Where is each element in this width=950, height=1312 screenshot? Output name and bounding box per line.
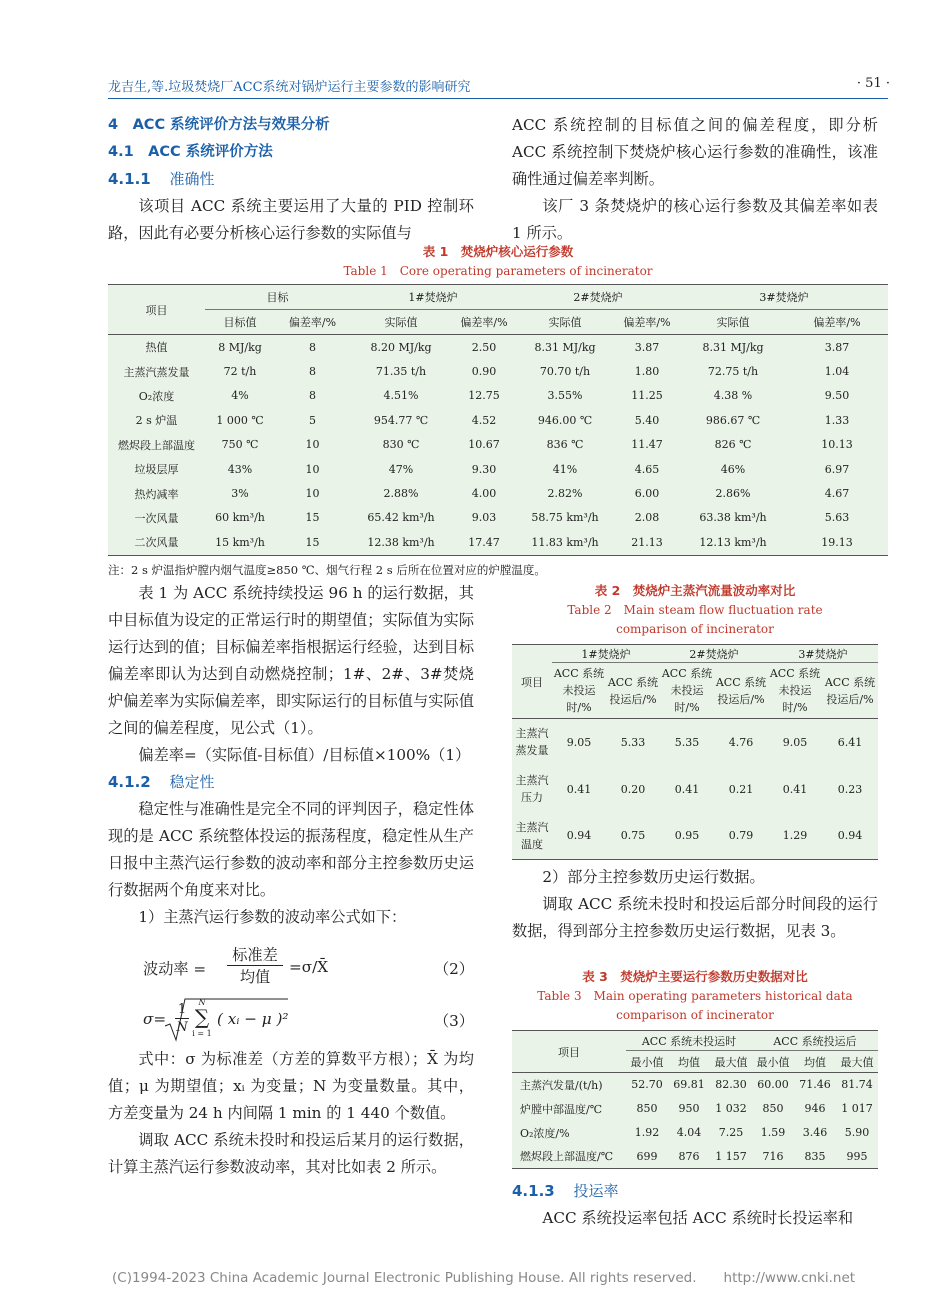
table-1-sub-deviation: 偏差率/%: [623, 316, 671, 329]
formula-3-sum-bottom: i = 1: [192, 1029, 212, 1038]
table-cell: 750 ℃: [221, 438, 259, 452]
table-cell: 0.90: [471, 365, 497, 379]
section-4-1-2-heading: [108, 769, 474, 796]
table-cell: 9.05: [566, 735, 592, 749]
table-cell: 4.51%: [383, 389, 419, 403]
table-row: [512, 1121, 878, 1145]
table-cell: 9.05: [782, 735, 808, 749]
table-row: [512, 1145, 878, 1169]
table-cell: 950: [678, 1102, 700, 1115]
table-cell: 10.67: [468, 438, 500, 452]
table-cell: 70.70 t/h: [539, 365, 591, 379]
table-cell: 6.00: [634, 487, 660, 501]
table-cell: 1 157: [715, 1149, 747, 1163]
table-1-sub-deviation: 偏差率/%: [460, 316, 508, 329]
table-3: [512, 1030, 878, 1169]
table-cell: 12.38 km³/h: [367, 535, 435, 549]
table-cell: 4%: [231, 389, 249, 403]
table-row: [512, 719, 878, 766]
table-cell: 7.25: [718, 1126, 744, 1139]
section-4-1-heading: 4.1 ACC 系统评价方法: [108, 144, 273, 160]
page-number: · 51 ·: [856, 76, 890, 91]
table-cell: 0.41: [566, 782, 592, 796]
table-cell: 4.52: [471, 413, 497, 427]
table-cell: 986.67 ℃: [705, 413, 761, 427]
table-cell: 5.35: [674, 735, 700, 749]
table-1-body: [108, 335, 888, 556]
table-cell: 12.13 km³/h: [699, 535, 767, 549]
table-cell: 2.86%: [715, 487, 751, 501]
table-cell: 72.75 t/h: [707, 365, 759, 379]
table-cell: 4.00: [471, 487, 497, 501]
table-3-header-item: 项目: [558, 1045, 580, 1059]
table-2-caption-cn: 表 2 焚烧炉主蒸汽流量波动率对比: [594, 583, 796, 598]
table-cell: 0.94: [566, 829, 592, 843]
table-3-sub-mean: 均值: [804, 1055, 826, 1069]
table-cell: 11.47: [631, 438, 663, 452]
table-row-label: 主蒸汽温度: [515, 820, 549, 851]
table-cell: 5.40: [634, 413, 660, 427]
table-row: [108, 359, 888, 383]
table-2-sub-after: ACC 系统投运后/%: [824, 675, 876, 706]
table-cell: 15 km³/h: [215, 535, 265, 549]
table-cell: 3.87: [824, 340, 850, 354]
table-cell: 1 032: [715, 1102, 747, 1115]
table-2-header-item: 项目: [521, 675, 543, 689]
table-row: [108, 433, 888, 457]
table-cell: 8 MJ/kg: [218, 340, 262, 354]
table-cell: 1.92: [634, 1126, 660, 1139]
table-cell: 1 017: [841, 1102, 873, 1115]
table-cell: 995: [846, 1149, 868, 1163]
table-row-label: 二次风量: [134, 536, 179, 550]
table-2: [512, 644, 878, 860]
table-cell: 6.97: [824, 462, 850, 476]
table-cell: 71.35 t/h: [375, 365, 427, 379]
table-3-caption-en-2: comparison of incinerator: [616, 1008, 774, 1022]
table-cell: 1.29: [782, 829, 808, 843]
table-cell: 8.31 MJ/kg: [702, 340, 764, 354]
table-1-header-item: 项目: [145, 303, 168, 317]
table-row: [108, 481, 888, 505]
table-row-label: 主蒸汽蒸发量: [515, 727, 549, 758]
table-row-label: 2 s 炉温: [135, 414, 178, 428]
table-cell: 6.41: [837, 735, 863, 749]
table-2-sub-before: ACC 系统未投运时/%: [769, 667, 821, 714]
table-cell: 3.55%: [547, 389, 583, 403]
table-row-label: 一次风量: [134, 511, 179, 525]
formula-3-sum-top: N: [198, 998, 206, 1007]
table-cell: 8: [309, 340, 316, 354]
table-row-label: 主蒸汽蒸发量: [123, 365, 190, 379]
table-2-sub-after: ACC 系统投运后/%: [715, 675, 767, 706]
table-cell: 69.81: [673, 1078, 705, 1092]
table-cell: 4.04: [676, 1126, 702, 1139]
table-row-label: 炉膛中部温度/℃: [520, 1102, 603, 1116]
table-cell: 835: [804, 1149, 826, 1163]
table-cell: 2.08: [634, 511, 660, 525]
section-4-1-1-title: 准确性: [169, 170, 215, 188]
table-row: [512, 1097, 878, 1121]
table-cell: 11.83 km³/h: [531, 535, 599, 549]
table-cell: 11.25: [631, 389, 663, 403]
table-cell: 21.13: [631, 535, 663, 549]
table-cell: 10: [305, 438, 320, 452]
table-cell: 0.23: [837, 782, 863, 796]
section-4-1-1-number: 4.1.1: [108, 170, 151, 188]
table-cell: 5.63: [824, 511, 850, 525]
table-cell: 1.80: [634, 365, 660, 379]
table-cell: 4.38 %: [713, 389, 753, 403]
table-1-sub-target-value: 目标值: [223, 316, 257, 329]
table-cell: 12.75: [468, 389, 500, 403]
section-4-1-1-heading: [108, 166, 474, 193]
table-cell: 1.04: [824, 365, 850, 379]
table-cell: 699: [636, 1149, 658, 1163]
formula-3-lhs: σ=: [143, 1010, 167, 1028]
table-row-label: 主蒸汽发量/(t/h): [520, 1078, 603, 1092]
table-1-caption-cn: 表 1 焚烧炉核心运行参数: [422, 244, 574, 259]
table-cell: 2.82%: [547, 487, 583, 501]
formula-3-tag: （3）: [433, 1012, 474, 1030]
table-3-sub-mean: 均值: [678, 1055, 700, 1069]
table-cell: 4.67: [824, 487, 850, 501]
table-1-group-3: 3#焚烧炉: [680, 285, 888, 310]
table-cell: 2.88%: [383, 487, 419, 501]
formula-3-body: ( xᵢ − μ )²: [217, 1010, 289, 1028]
table-cell: 3.87: [634, 340, 660, 354]
table-2-group-1: 1#焚烧炉: [552, 645, 660, 663]
paragraph: ACC 系统投运率包括 ACC 系统时长投运率和: [542, 1209, 854, 1227]
formula-2-denominator: 均值: [239, 968, 271, 986]
formula-2-numerator: 标准差: [227, 945, 283, 966]
table-2-body: [512, 719, 878, 860]
table-cell: 60.00: [757, 1078, 789, 1092]
paragraph: 稳定性与准确性是完全不同的评判因子，稳定性体现的是 ACC 系统整体投运的振荡程度，稳定性从生产日报中主蒸汽运行参数的波动率和部分主控参数历史运行数据两个角度来对比。: [108, 800, 474, 899]
table-row: [108, 408, 888, 432]
table-cell: 19.13: [821, 535, 853, 549]
table-cell: 8: [309, 389, 316, 403]
table-1-sub-actual: 实际值: [548, 316, 582, 329]
table-row: [108, 457, 888, 481]
table-row: [512, 766, 878, 813]
table-row: [108, 506, 888, 530]
formula-3: [143, 996, 474, 1046]
table-2-group-2: 2#焚烧炉: [660, 645, 768, 663]
table-cell: 52.70: [631, 1078, 663, 1092]
table-3-group-after: ACC 系统投运后: [752, 1031, 878, 1051]
table-3-sub-min: 最小值: [756, 1055, 790, 1069]
table-cell: 5: [309, 413, 316, 427]
table-1-sub-target-deviation: 偏差率/%: [288, 316, 337, 329]
table-row: [512, 1073, 878, 1097]
table-cell: 5.33: [620, 735, 646, 749]
table-cell: 0.79: [728, 829, 754, 843]
header-rule: [108, 98, 888, 99]
table-cell: 830 ℃: [382, 438, 420, 452]
left-top-column: [108, 112, 474, 247]
paragraph: 调取 ACC 系统未投时和投运后某月的运行数据，计算主蒸汽运行参数波动率，其对比如表 2 所示。: [108, 1131, 474, 1176]
paragraph: 该项目 ACC 系统主要运用了大量的 PID 控制环路，因此有必要分析核心运行参数的实际值与: [108, 197, 474, 242]
table-1-sub-actual: 实际值: [716, 316, 750, 329]
table-1-group-target: 目标: [205, 285, 350, 310]
table-cell: 0.41: [674, 782, 700, 796]
table-2-caption-en-2: comparison of incinerator: [616, 622, 774, 636]
table-cell: 4.76: [728, 735, 754, 749]
table-3-sub-max: 最大值: [714, 1055, 748, 1069]
table-1-sub-deviation: 偏差率/%: [813, 316, 861, 329]
paragraph: 该厂 3 条焚烧炉的核心运行参数及其偏差率如表 1 所示。: [512, 197, 878, 242]
section-4-heading: 4 ACC 系统评价方法与效果分析: [108, 117, 330, 133]
table-2-sub-before: ACC 系统未投运时/%: [553, 667, 605, 714]
table-cell: 4.65: [634, 462, 660, 476]
table-cell: 0.95: [674, 829, 700, 843]
table-cell: 946.00 ℃: [537, 413, 593, 427]
table-2-sub-before: ACC 系统未投运时/%: [661, 667, 713, 714]
table-2-group-3: 3#焚烧炉: [768, 645, 878, 663]
formula-1: 偏差率=（实际值-目标值）/目标值×100%（1）: [138, 746, 471, 764]
table-cell: 41%: [552, 462, 578, 476]
table-3-caption-cn: 表 3 焚烧炉主要运行参数历史数据对比: [582, 969, 808, 984]
table-cell: 850: [762, 1102, 784, 1115]
table-cell: 9.03: [471, 511, 497, 525]
paragraph: ACC 系统控制的目标值之间的偏差程度，即分析 ACC 系统控制下焚烧炉核心运行参数的准确性，该准确性通过偏差率判断。: [512, 116, 878, 188]
table-cell: 10: [305, 462, 320, 476]
table-cell: 71.46: [799, 1078, 831, 1092]
table-cell: 2.50: [471, 340, 497, 354]
table-cell: 9.50: [824, 389, 850, 403]
table-cell: 0.20: [620, 782, 646, 796]
table-cell: 82.30: [715, 1078, 747, 1092]
table-cell: 72 t/h: [223, 365, 257, 379]
table-row-label: 主蒸汽压力: [515, 774, 549, 804]
formula-2-lhs: 波动率 =: [143, 960, 207, 978]
table-cell: 81.74: [841, 1078, 873, 1092]
paragraph: 1）主蒸汽运行参数的波动率公式如下：: [138, 908, 407, 926]
running-title: 龙吉生,等.垃圾焚烧厂ACC系统对锅炉运行主要参数的影响研究: [108, 80, 471, 95]
table-3-sub-min: 最小值: [630, 1055, 664, 1069]
table-cell: 1.33: [824, 413, 850, 427]
table-row: [108, 530, 888, 555]
paragraph: 式中：σ 为标准差（方差的算数平方根）；X̄ 为均值；μ 为期望值；xᵢ 为变量；N 为变量数量。其中，方差变量为 24 h 内间隔 1 min 的 1 440 个数值。: [108, 1050, 474, 1122]
table-3-body: [512, 1073, 878, 1169]
table-row-label: O₂浓度/%: [520, 1126, 570, 1140]
table-cell: 826 ℃: [714, 438, 752, 452]
formula-3-one: 1: [175, 1002, 189, 1019]
table-3-group-before: ACC 系统未投运时: [626, 1031, 752, 1051]
left-bottom-column: [108, 1046, 474, 1181]
table-row: [108, 384, 888, 408]
table-cell: 3.46: [802, 1126, 828, 1139]
table-row-label: 热值: [145, 341, 168, 355]
formula-2-tag: （2）: [433, 960, 474, 978]
formula-2: [143, 945, 474, 991]
table-1: [108, 284, 888, 556]
left-body-column: [108, 580, 474, 931]
table-row-label: 燃烬段上部温度: [118, 438, 195, 452]
table-cell: 46%: [720, 462, 746, 476]
table-cell: 0.21: [728, 782, 754, 796]
table-cell: 9.30: [471, 462, 497, 476]
table-cell: 3%: [231, 487, 249, 501]
table-cell: 65.42 km³/h: [367, 511, 435, 525]
table-cell: 946: [804, 1102, 826, 1115]
table-cell: 8: [309, 365, 316, 379]
table-cell: 60 km³/h: [215, 511, 265, 525]
table-row-label: 垃圾层厚: [134, 463, 179, 477]
formula-3-n: N: [176, 1020, 188, 1035]
table-1-group-2: 2#焚烧炉: [516, 285, 680, 310]
table-cell: 15: [305, 511, 320, 525]
table-cell: 47%: [388, 462, 414, 476]
paragraph: 调取 ACC 系统未投时和投运后部分时间段的运行数据，得到部分主控参数历史运行数据，见表 3。: [512, 895, 878, 940]
right-top-column: [512, 112, 878, 247]
table-row-label: O₂浓度: [138, 389, 175, 403]
section-4-1-3-number: 4.1.3: [512, 1182, 555, 1200]
table-cell: 1.59: [760, 1126, 786, 1139]
section-4-1-3-title: 投运率: [573, 1182, 619, 1200]
sum-symbol: ∑: [194, 1005, 210, 1029]
table-row-label: 燃烬段上部温度/℃: [520, 1150, 614, 1164]
right-mid-column: [512, 864, 878, 945]
table-cell: 1 000 ℃: [216, 413, 264, 427]
table-cell: 836 ℃: [546, 438, 584, 452]
table-row-label: 热灼减率: [134, 487, 179, 501]
table-cell: 0.41: [782, 782, 808, 796]
table-1-group-1: 1#焚烧炉: [350, 285, 516, 310]
table-cell: 0.94: [837, 829, 863, 843]
table-cell: 58.75 km³/h: [531, 511, 599, 525]
table-cell: 0.75: [620, 829, 646, 843]
copyright-footer: (C)1994-2023 China Academic Journal Electronic Publishing House. All rights reserved. http://www.cnki.net: [112, 1270, 856, 1286]
section-4-1-2-title: 稳定性: [169, 773, 215, 791]
table-cell: 8.20 MJ/kg: [370, 340, 432, 354]
table-cell: 5.90: [844, 1126, 870, 1139]
table-cell: 43%: [227, 462, 253, 476]
table-row: [108, 335, 888, 360]
right-bottom-column: [512, 1178, 878, 1232]
paragraph: 2）部分主控参数历史运行数据。: [542, 868, 765, 886]
table-cell: 954.77 ℃: [373, 413, 429, 427]
table-cell: 17.47: [468, 535, 500, 549]
section-4-1-3-heading: [512, 1178, 878, 1205]
table-2-caption-en-1: Table 2 Main steam flow fluctuation rate: [567, 603, 823, 617]
table-cell: 63.38 km³/h: [699, 511, 767, 525]
table-cell: 716: [762, 1149, 784, 1163]
table-cell: 850: [636, 1102, 658, 1115]
table-cell: 10: [305, 487, 320, 501]
table-1-caption-en: Table 1 Core operating parameters of incinerator: [343, 264, 653, 278]
table-cell: 876: [678, 1149, 700, 1163]
table-3-caption-en-1: Table 3 Main operating parameters historical data: [537, 989, 853, 1003]
table-1-sub-actual: 实际值: [384, 316, 418, 329]
table-1-note: 注：2 s 炉温指炉膛内烟气温度≥850 ℃、烟气行程 2 s 后所在位置对应的炉膛温度。: [108, 563, 546, 577]
table-cell: 15: [305, 535, 320, 549]
section-4-1-2-number: 4.1.2: [108, 773, 151, 791]
table-row: [512, 813, 878, 860]
table-3-sub-max: 最大值: [840, 1055, 874, 1069]
table-cell: 10.13: [821, 438, 853, 452]
table-2-sub-after: ACC 系统投运后/%: [607, 675, 659, 706]
table-cell: 8.31 MJ/kg: [534, 340, 596, 354]
paragraph: 表 1 为 ACC 系统持续投运 96 h 的运行数据，其中目标值为设定的正常运行时的期望值；实际值为实际运行达到的值；目标偏差率指根据运行经验，达到目标偏差率即认为达到自动燃烧控制；1#、2#、3#焚烧炉偏差率为实际偏差率，即实际运行的目标值与实际值之间的偏差程度，见公式（1）。: [108, 584, 474, 737]
formula-2-rhs: =σ/X̄: [289, 958, 329, 976]
